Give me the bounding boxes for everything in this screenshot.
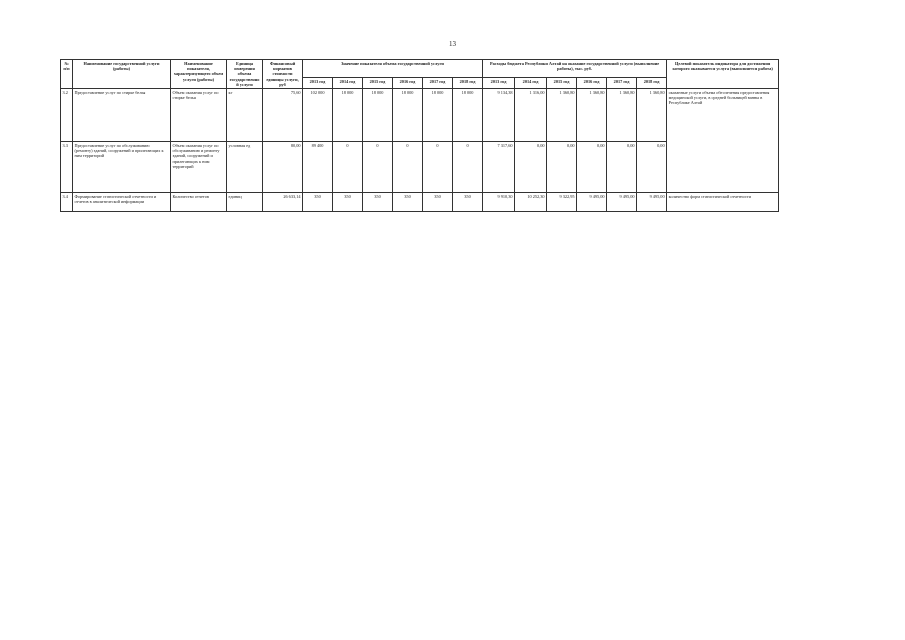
header-exp-year: 2017 год xyxy=(607,78,637,89)
row-service-name: Предоставление услуг по стирке белья xyxy=(73,89,171,142)
row-expense: 9 495,00 xyxy=(607,193,637,212)
row-indicator: Объем оказания услуг по стирке белья xyxy=(171,89,227,142)
row-cost: 75,60 xyxy=(263,89,303,142)
header-target: Целевой показатель индикатора для достижения которого оказывается услуга (выполняется работа) xyxy=(667,60,779,89)
row-expense: 0,00 xyxy=(607,142,637,193)
row-target: оказанные услуги объема обеспечения предоставления медицинской услуги, в средней больницей ванны в Республике Алтай xyxy=(667,89,779,193)
row-unit: кг xyxy=(227,89,263,142)
header-vol-year: 2015 год xyxy=(363,78,393,89)
row-expense: 0,00 xyxy=(547,142,577,193)
row-target: количество форм статистической отчетности xyxy=(667,193,779,212)
row-volume: 18 000 xyxy=(453,89,483,142)
table-row xyxy=(61,89,779,142)
header-no: № п/п xyxy=(61,60,73,89)
row-cost: 80,00 xyxy=(263,142,303,193)
header-unit: Единица измерения объема государственной услуги xyxy=(227,60,263,89)
header-vol-year: 2016 год xyxy=(393,78,423,89)
header-exp-year: 2015 год xyxy=(547,78,577,89)
header-exp-year: 2013 год xyxy=(483,78,515,89)
row-service-name: Формирование статистической отчетности и отчетов в аналитической информации xyxy=(73,193,171,212)
row-indicator: Объем оказания услуг по обслуживанию и ремонту зданий, сооружений и прилегающих к ним территорий xyxy=(171,142,227,193)
row-expense: 1 360,80 xyxy=(637,89,667,142)
row-expense: 1 360,80 xyxy=(577,89,607,142)
row-volume: 350 xyxy=(453,193,483,212)
header-vol-year: 2018 год xyxy=(453,78,483,89)
row-volume: 18 000 xyxy=(393,89,423,142)
row-expense: 0,00 xyxy=(637,142,667,193)
row-volume: 89 400 xyxy=(303,142,333,193)
row-expense: 10 252,30 xyxy=(515,193,547,212)
row-unit: условная ед xyxy=(227,142,263,193)
header-indicator: Наименование показателя, характеризующего объем услуги (работы) xyxy=(171,60,227,89)
row-number: 3.3 xyxy=(61,142,73,193)
row-number: 3.4 xyxy=(61,193,73,212)
row-volume: 0 xyxy=(393,142,423,193)
row-service-name: Предоставление услуг по обслуживанию (ремонту) зданий, сооружений и прилегающих к ним территорий xyxy=(73,142,171,193)
row-volume: 0 xyxy=(363,142,393,193)
row-volume: 350 xyxy=(333,193,363,212)
row-expense: 9 910,30 xyxy=(483,193,515,212)
row-volume: 350 xyxy=(303,193,333,212)
row-cost: 26 633,14 xyxy=(263,193,303,212)
header-row-1 xyxy=(61,60,779,78)
header-cost: Финансовый норматив стоимости единицы услуги, руб xyxy=(263,60,303,89)
row-expense: 9 495,00 xyxy=(637,193,667,212)
row-volume: 18 000 xyxy=(333,89,363,142)
row-volume: 0 xyxy=(423,142,453,193)
header-exp-year: 2014 год xyxy=(515,78,547,89)
row-volume: 18 000 xyxy=(423,89,453,142)
row-volume: 18 000 xyxy=(363,89,393,142)
row-volume: 350 xyxy=(423,193,453,212)
page-number: 13 xyxy=(449,40,456,48)
row-expense: 0,00 xyxy=(577,142,607,193)
services-table xyxy=(60,59,779,212)
row-volume: 350 xyxy=(363,193,393,212)
row-expense: 0,00 xyxy=(515,142,547,193)
row-expense: 1 360,80 xyxy=(547,89,577,142)
row-volume: 0 xyxy=(333,142,363,193)
row-volume: 102 000 xyxy=(303,89,333,142)
header-exp-year: 2016 год xyxy=(577,78,607,89)
header-expense-group: Расходы бюджета Республики Алтай на оказание государственной услуги (выполнение работы), тыс. руб. xyxy=(483,60,667,78)
header-vol-year: 2014 год xyxy=(333,78,363,89)
header-vol-year: 2013 год xyxy=(303,78,333,89)
row-number: 3.2 xyxy=(61,89,73,142)
header-exp-year: 2018 год xyxy=(637,78,667,89)
row-indicator: Количество отчетов xyxy=(171,193,227,212)
row-expense: 9 495,00 xyxy=(577,193,607,212)
row-expense: 7 317,60 xyxy=(483,142,515,193)
header-service-name: Наименование государственной услуги (работы) xyxy=(73,60,171,89)
row-unit: единиц xyxy=(227,193,263,212)
row-expense: 9 134,38 xyxy=(483,89,515,142)
row-expense: 9 322,95 xyxy=(547,193,577,212)
row-expense: 1 360,80 xyxy=(607,89,637,142)
row-volume: 350 xyxy=(393,193,423,212)
table-row xyxy=(61,193,779,212)
row-volume: 0 xyxy=(453,142,483,193)
header-volume-group: Значение показателя объема государственной услуги xyxy=(303,60,483,78)
row-expense: 1 316,00 xyxy=(515,89,547,142)
header-vol-year: 2017 год xyxy=(423,78,453,89)
